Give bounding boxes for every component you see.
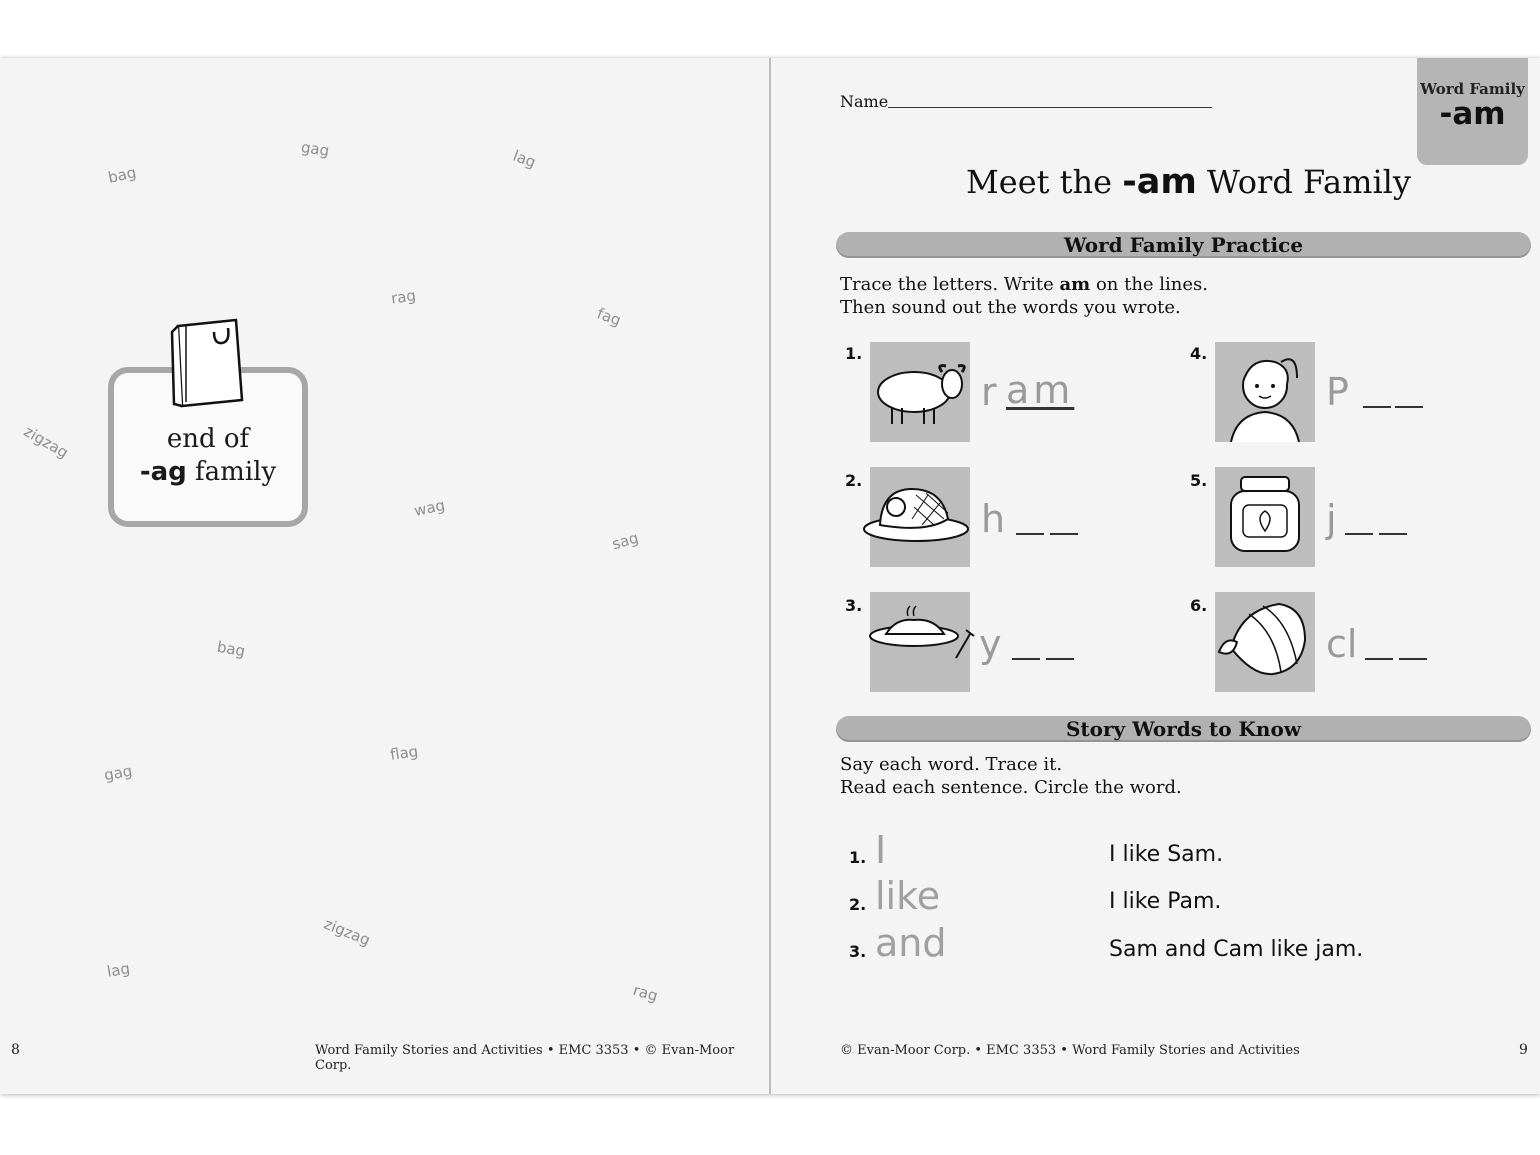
right-page — [771, 58, 1540, 1094]
scattered-word: gag — [299, 138, 331, 160]
blank-line — [1012, 658, 1040, 660]
page-number-right: 9 — [1519, 1042, 1528, 1058]
item-start-letters: h — [981, 497, 1006, 541]
item-start-letters: j — [1326, 497, 1337, 541]
instruction-text: on the lines. — [1095, 274, 1209, 295]
scattered-word: wag — [412, 495, 447, 521]
scattered-word: rag — [631, 980, 660, 1006]
book-spread — [0, 58, 1540, 1094]
page-title — [771, 162, 1540, 202]
page-number-left: 8 — [11, 1042, 20, 1058]
card-text — [114, 423, 302, 489]
name-label: Name — [840, 92, 889, 111]
scattered-word: rag — [389, 286, 418, 308]
scattered-word: zigzag — [321, 914, 373, 950]
story-row-number: 3. — [849, 942, 867, 961]
blank-line — [1379, 533, 1407, 535]
practice-instruction-1 — [840, 273, 1208, 296]
story-row-number: 2. — [849, 895, 867, 914]
pam-girl-icon — [1201, 342, 1321, 442]
item-number: 5. — [1190, 471, 1208, 490]
left-page — [0, 58, 769, 1094]
scattered-word: sag — [610, 528, 641, 554]
title-suffix: -am — [1122, 162, 1197, 202]
blank-line — [1365, 658, 1393, 660]
item-number: 1. — [845, 344, 863, 363]
item-number: 3. — [845, 596, 863, 615]
item-start-letters: cl — [1326, 622, 1358, 666]
blank-line — [1399, 658, 1427, 660]
ram-picture — [870, 342, 970, 442]
card-line-2 — [114, 456, 302, 489]
word-family-tab — [1417, 58, 1528, 165]
title-before: Meet the — [966, 163, 1123, 201]
item-number: 6. — [1190, 596, 1208, 615]
card-suffix: -ag — [139, 457, 187, 487]
item-number: 4. — [1190, 344, 1208, 363]
name-line — [888, 107, 1212, 108]
instruction-text: Trace the letters. Write — [840, 274, 1054, 295]
scattered-word: flag — [388, 742, 420, 764]
story-row-trace-word: and — [875, 921, 947, 965]
blank-line — [1363, 406, 1391, 408]
blank-line — [1050, 533, 1078, 535]
scattered-word: bag — [106, 163, 138, 187]
story-words-instructions — [840, 753, 1182, 799]
item-start-letters: y — [979, 622, 1002, 666]
blank-line — [1395, 406, 1423, 408]
item-start-letters: P — [1326, 370, 1349, 414]
practice-instruction-2: Then sound out the words you wrote. — [840, 297, 1181, 318]
item-start-letters: r — [981, 370, 997, 414]
scattered-word: zigzag — [20, 422, 72, 462]
pam-picture — [1215, 342, 1315, 442]
jam-jar-icon — [1201, 467, 1321, 567]
clam-icon — [1201, 592, 1321, 692]
card-line-2-rest: family — [186, 457, 277, 487]
practice-instructions — [840, 273, 1208, 319]
blank-line — [1016, 533, 1044, 535]
scattered-word: lag — [105, 959, 132, 981]
instruction-bold: am — [1059, 274, 1091, 295]
story-row-sentence[interactable]: Sam and Cam like jam. — [1109, 937, 1364, 962]
clam-picture — [1215, 592, 1315, 692]
scattered-word: gag — [102, 761, 134, 785]
scattered-word: lag — [510, 146, 539, 172]
footer-right: © Evan-Moor Corp. • EMC 3353 • Word Family Stories and Activities — [840, 1043, 1300, 1058]
item-number: 2. — [845, 471, 863, 490]
ham-picture — [870, 467, 970, 567]
item-traced-letters: am — [1006, 368, 1075, 412]
footer-left: Word Family Stories and Activities • EMC 3353 • © Evan-Moor Corp. — [315, 1043, 735, 1073]
story-words-banner: Story Words to Know — [836, 716, 1531, 742]
paper-bag-icon — [168, 318, 254, 410]
title-after: Word Family — [1196, 163, 1411, 201]
jam-picture — [1215, 467, 1315, 567]
practice-banner: Word Family Practice — [836, 232, 1531, 258]
yam-picture — [870, 592, 970, 692]
story-row-number: 1. — [849, 848, 867, 867]
tab-suffix: -am — [1439, 96, 1506, 132]
story-row-sentence[interactable]: I like Sam. — [1109, 842, 1224, 867]
blank-line — [1046, 658, 1074, 660]
story-row-sentence[interactable]: I like Pam. — [1109, 889, 1222, 914]
card-line-1: end of — [166, 424, 250, 454]
ram-icon — [856, 342, 976, 442]
yam-icon — [856, 592, 986, 692]
scattered-word: fag — [594, 304, 624, 330]
ham-icon — [856, 467, 976, 567]
story-instruction-2: Read each sentence. Circle the word. — [840, 777, 1182, 798]
story-row-trace-word: I — [875, 828, 887, 872]
blank-line — [1345, 533, 1373, 535]
story-row-trace-word: like — [875, 874, 941, 918]
story-instruction-1: Say each word. Trace it. — [840, 754, 1063, 775]
tab-title: Word Family — [1420, 80, 1525, 98]
scattered-word: bag — [215, 637, 247, 661]
